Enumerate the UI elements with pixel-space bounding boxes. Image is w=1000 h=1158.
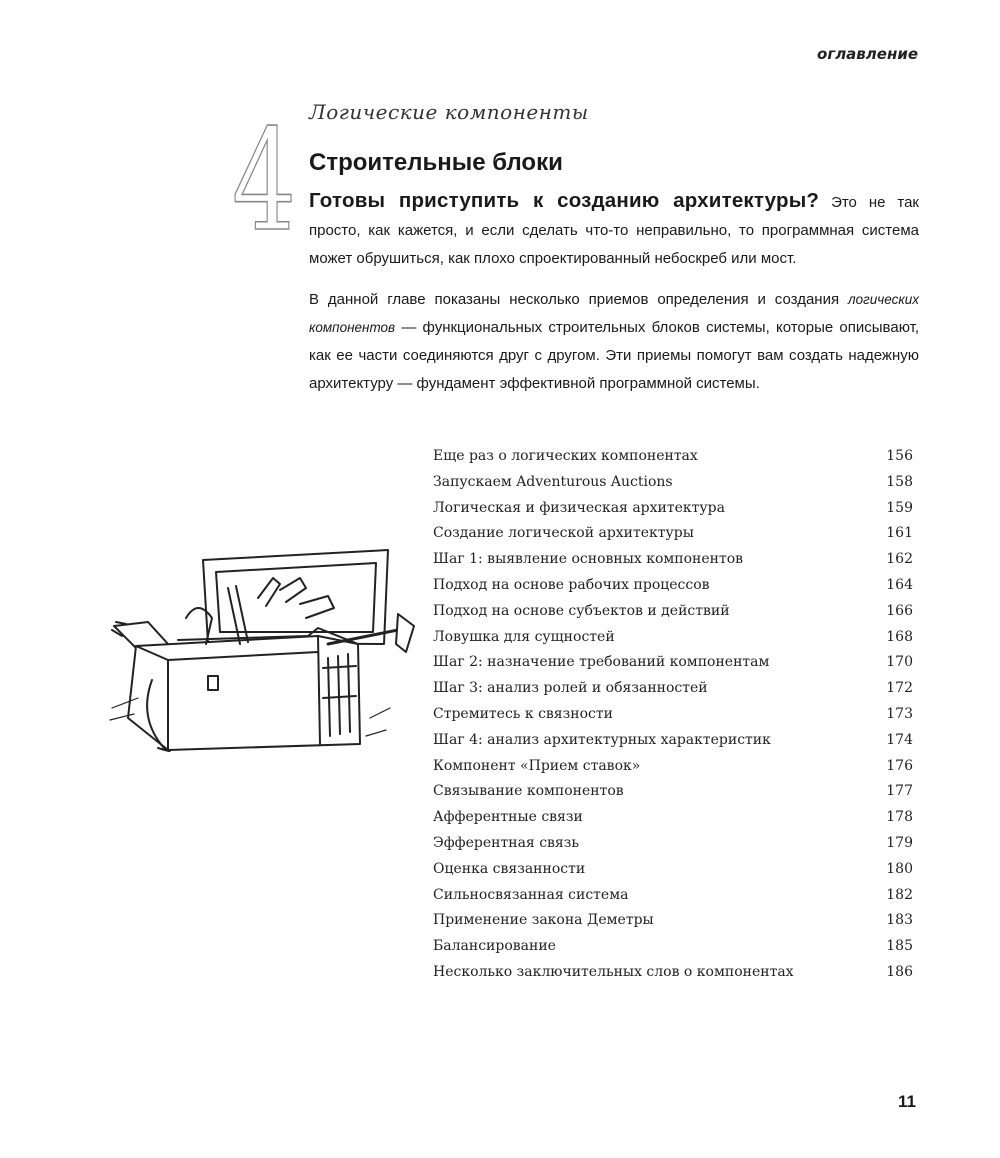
toc-entry[interactable] [433,831,913,857]
toc-entry[interactable] [433,960,913,986]
toc-entry-title: Подход на основе рабочих процессов [433,576,710,593]
toc-entry-page: 176 [886,757,913,774]
description-start: В данной главе показаны несколько приемов определения и создания [309,291,840,308]
chapter-number: 4 [232,100,297,263]
toc-entry-page: 185 [886,938,913,955]
toc-entry-title: Сильносвязанная система [433,886,629,903]
table-of-contents [433,444,913,986]
chapter-description [309,286,919,398]
description-end: — функциональных строительных блоков системы, которые описывают, как ее части соединяются друг с другом. Эти приемы помогут вам создать надежную архитектуру — фундамент эффективной программной системы. [309,319,919,392]
toc-entry-title: Подход на основе субъектов и действий [433,602,730,619]
toc-entry-page: 179 [886,834,913,851]
toc-entry-page: 183 [886,912,913,929]
toc-entry[interactable] [433,496,913,522]
toc-entry[interactable] [433,547,913,573]
toc-entry-page: 158 [886,473,913,490]
description-emphasis: логических компонентов [309,292,919,335]
toc-entry[interactable] [433,754,913,780]
toc-entry-title: Запускаем Adventurous Auctions [433,473,673,490]
toc-entry-title: Стремитесь к связности [433,705,613,722]
intro-paragraph [309,187,919,273]
toc-entry-title: Шаг 3: анализ ролей и обязанностей [433,680,708,697]
toc-entry[interactable] [433,934,913,960]
toc-entry[interactable] [433,625,913,651]
toc-entry[interactable] [433,857,913,883]
intro-lead: Готовы приступить к созданию архитектуры? [309,189,820,212]
toc-entry[interactable] [433,650,913,676]
toc-entry[interactable] [433,573,913,599]
toc-entry-page: 173 [886,705,913,722]
toc-entry-title: Оценка связанности [433,860,586,877]
toc-entry[interactable] [433,599,913,625]
toc-entry-page: 182 [886,886,913,903]
toc-entry-title: Эфферентная связь [433,834,580,851]
toc-entry-title: Несколько заключительных слов о компонентах [433,963,794,980]
toc-entry-title: Еще раз о логических компонентах [433,448,698,464]
chapter-subtitle: Логические компоненты [309,100,589,124]
toc-entry-title: Компонент «Прием ставок» [433,757,641,774]
toc-entry-title: Применение закона Деметры [433,912,654,929]
toc-entry-page: 177 [886,783,913,800]
toc-entry-title: Шаг 2: назначение требований компонентам [433,654,770,671]
toc-entry[interactable] [433,444,913,470]
toc-entry[interactable] [433,779,913,805]
toc-entry-page: 174 [886,731,913,748]
toc-entry-page: 156 [886,448,913,464]
toc-entry[interactable] [433,676,913,702]
toc-entry[interactable] [433,521,913,547]
toc-entry[interactable] [433,470,913,496]
toc-entry-page: 186 [886,963,913,980]
toc-entry-page: 170 [886,654,913,671]
toc-entry-page: 164 [886,576,913,593]
toc-entry-page: 161 [886,525,913,542]
toc-entry-page: 159 [886,499,913,516]
toc-entry-page: 180 [886,860,913,877]
toc-entry[interactable] [433,908,913,934]
toc-entry[interactable] [433,702,913,728]
page-number: 11 [898,1092,916,1111]
toc-entry-title: Афферентные связи [433,809,583,826]
chapter-title: Строительные блоки [309,149,563,176]
toc-entry-title: Логическая и физическая архитектура [433,499,725,516]
toc-entry-page: 162 [886,551,913,568]
toc-entry[interactable] [433,728,913,754]
toc-entry-title: Шаг 4: анализ архитектурных характеристик [433,731,771,748]
toc-entry[interactable] [433,883,913,909]
toc-entry-title: Ловушка для сущностей [433,628,615,645]
toc-entry-page: 168 [886,628,913,645]
toc-entry-title: Создание логической архитектуры [433,525,694,542]
toc-entry-page: 178 [886,809,913,826]
running-head: оглавление [817,45,918,63]
toc-entry-page: 172 [886,680,913,697]
intro-rest: Это не так просто, как кажется, и если сделать что-то неправильно, то программная система может обрушиться, как плохо спроектированный небоскреб или мост. [309,194,919,267]
toc-entry-title: Связывание компонентов [433,783,624,800]
toc-entry[interactable] [433,805,913,831]
toolbox-illustration [108,548,420,754]
toc-entry-title: Балансирование [433,938,556,955]
toc-entry-page: 166 [886,602,913,619]
toc-entry-title: Шаг 1: выявление основных компонентов [433,551,744,568]
